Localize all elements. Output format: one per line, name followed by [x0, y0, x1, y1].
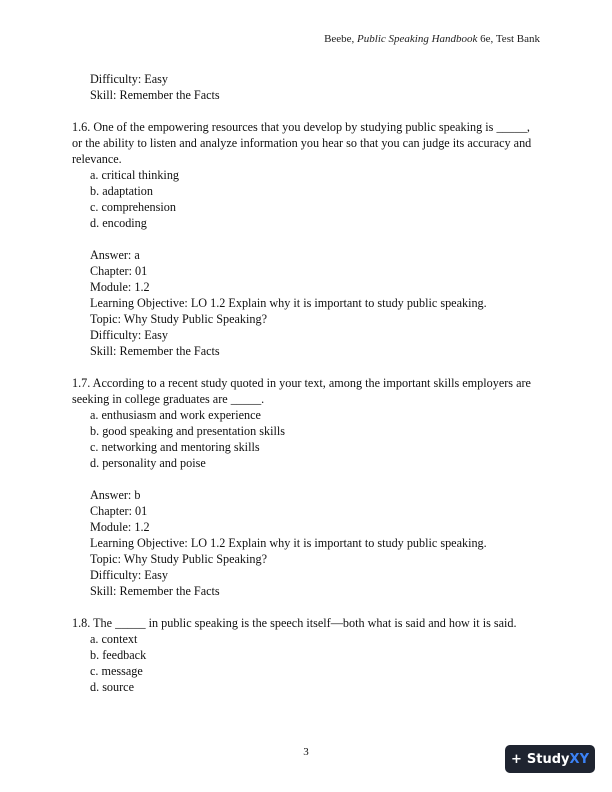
question-1-7: 1.7. According to a recent study quoted in your text, among the important skills employers are seeking in college graduates are _____.: [72, 376, 531, 406]
header-edition: 6e, Test Bank: [477, 33, 540, 45]
learning-objective: Learning Objective: LO 1.2 Explain why it is important to study public speaking.: [90, 296, 487, 310]
skill: Skill: Remember the Facts: [90, 344, 220, 358]
plus-icon: +: [511, 751, 522, 767]
running-header: [324, 33, 540, 45]
studyxy-logo-badge[interactable]: [505, 745, 595, 773]
difficulty: Difficulty: Easy: [90, 568, 168, 582]
option-b: b. feedback: [90, 648, 147, 662]
option-d: d. encoding: [90, 216, 147, 230]
answer: Answer: b: [90, 488, 141, 502]
chapter: Chapter: 01: [90, 264, 148, 278]
intro-skill: Skill: Remember the Facts: [90, 88, 220, 102]
header-book-title: Public Speaking Handbook: [357, 33, 478, 45]
option-d: d. source: [90, 680, 134, 694]
module: Module: 1.2: [90, 520, 150, 534]
topic: Topic: Why Study Public Speaking?: [90, 552, 267, 566]
option-a: a. critical thinking: [90, 168, 180, 182]
skill: Skill: Remember the Facts: [90, 584, 220, 598]
intro-difficulty: Difficulty: Easy: [90, 72, 168, 86]
question-1-8: 1.8. The _____ in public speaking is the speech itself—both what is said and how it is said.: [72, 616, 517, 630]
module: Module: 1.2: [90, 280, 150, 294]
option-a: a. context: [90, 632, 138, 646]
test-bank-content: [72, 71, 540, 695]
option-b: b. adaptation: [90, 184, 153, 198]
chapter: Chapter: 01: [90, 504, 148, 518]
page-number: 3: [303, 746, 309, 758]
option-a: a. enthusiasm and work experience: [90, 408, 261, 422]
option-c: c. networking and mentoring skills: [90, 440, 260, 454]
question-1-6: 1.6. One of the empowering resources that you develop by studying public speaking is _____, or the ability to listen and analyze information you hear so that you can judge its accuracy and relevance.: [72, 120, 532, 166]
topic: Topic: Why Study Public Speaking?: [90, 312, 267, 326]
brand-study: Study: [526, 751, 570, 767]
option-d: d. personality and poise: [90, 456, 206, 470]
option-b: b. good speaking and presentation skills: [90, 424, 285, 438]
header-author: Beebe,: [324, 33, 358, 45]
option-c: c. message: [90, 664, 143, 678]
answer: Answer: a: [90, 248, 140, 262]
brand-xy: XY: [569, 751, 589, 767]
option-c: c. comprehension: [90, 200, 176, 214]
difficulty: Difficulty: Easy: [90, 328, 168, 342]
learning-objective: Learning Objective: LO 1.2 Explain why it is important to study public speaking.: [90, 536, 487, 550]
